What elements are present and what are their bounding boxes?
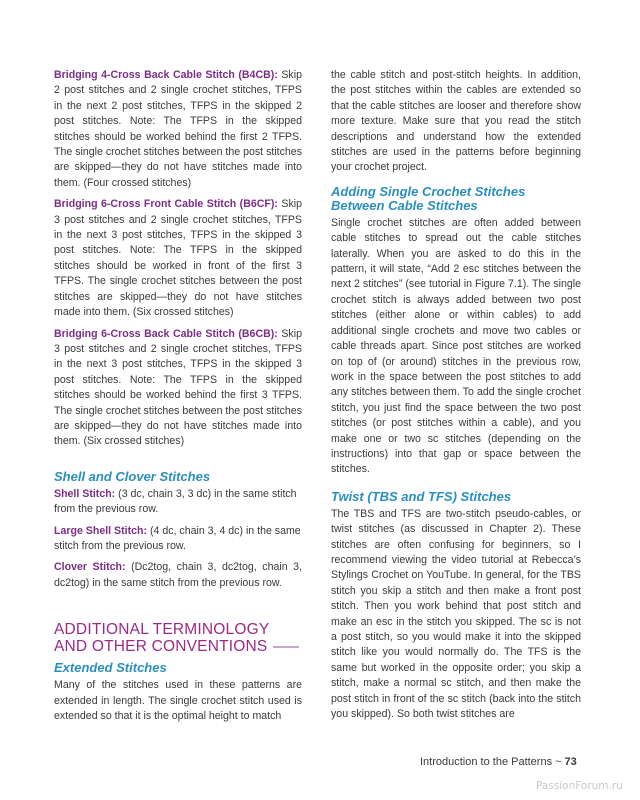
footer-section-title: Introduction to the Patterns [420, 756, 553, 768]
single-crochet-heading [331, 185, 581, 213]
sc-heading-line2: Between Cable Stitches [331, 197, 478, 213]
sc-heading-line1: Adding Single Crochet Stitches [331, 183, 526, 199]
major-heading [54, 621, 302, 655]
b4cb-entry [54, 68, 302, 191]
b6cf-body: Skip 3 post stitches and 2 single crochet stitches, TFPS in the next 3 post stitches, TFPS in the skipped 3 post stitches. Note: The TFPS in the skipped stitches should be worked in front of the first 3 TFPS. The single crochet stitches between the post stitches are skipped—they do not have stitches made into them. (Six crossed stitches) [54, 198, 302, 319]
watermark: PassionForum.ru [536, 780, 623, 792]
shell-term: Shell Stitch: [54, 487, 116, 500]
right-column [331, 68, 581, 728]
major-heading-line2: AND OTHER CONVENTIONS [54, 638, 268, 656]
b6cb-term: Bridging 6-Cross Back Cable Stitch (B6CB): [54, 327, 278, 340]
clover-term: Clover Stitch: [54, 561, 126, 574]
single-crochet-paragraph: Single crochet stitches are often added between cable stitches to spread out the cable stitches laterally. When you are asked to do this in the pattern, it will state, “Add 2 esc stitches between the next 2 stitches” (see tutorial in Figure 7.1). The single crochet stitch is always added between two post stitches (either alone or within cables) to add additional single crochets and move two cables or cable threads apart. Since post stitches are worked on top of (or around) stitches in the previous row, work in the space between the post stitches to add any stitches between them. To add the single crochet stitch, you just find the space between the two post stitches (or post stitches within a cable), and you make one or two sc stitches (depending on the instructions) into that gap or space between the stitches. [331, 216, 581, 476]
large-shell-body: (4 dc, chain 3, 4 dc) in the same stitch from the previous row. [54, 524, 301, 552]
b6cb-entry [54, 327, 302, 450]
extended-stitches-heading: Extended Stitches [54, 660, 167, 676]
page-number: 73 [564, 756, 577, 768]
b4cb-body: Skip 2 post stitches and 2 single crochet stitches, TFPS in the next 2 post stitches, TFPS in the skipped 2 post stitches. Note: The TFPS in the skipped stitches should be worked behind the first 2 TFPS. The single crochet stitches between the post stitches are skipped—they do not have stitches made into them. (Four crossed stitches) [54, 69, 302, 189]
large-shell-entry [54, 524, 302, 555]
extended-paragraph: Many of the stitches used in these patterns are extended in length. The single crochet stitch used is extended so that it is the optimal height to match [54, 679, 302, 722]
clover-body: (Dc2tog, chain 3, dc2tog, chain 3, dc2tog) in the same stitch from the previous row. [54, 561, 302, 589]
page-footer [420, 756, 577, 768]
intro-paragraph: the cable stitch and post-stitch heights. In addition, the post stitches within the cables are extended so that the cable stitches are looser and therefore show more texture. Make sure that you read the stitch descriptions and understand how the extended stitches are used in the patterns before beginning your crochet project. [331, 69, 581, 174]
footer-separator: ~ [555, 756, 562, 768]
b4cb-term: Bridging 4-Cross Back Cable Stitch (B4CB): [54, 69, 278, 81]
heading-rule [273, 646, 299, 648]
b6cb-body: Skip 3 post stitches and 2 single crochet stitches, TFPS in the next 3 post stitches, TFPS in the skipped 3 post stitches. Note: The TFPS in the skipped stitches should be worked behind the first 3 TFPS. The single crochet stitches between the post stitches are skipped—they do not have stitches made into them. (Six crossed stitches) [54, 327, 302, 448]
b6cf-term: Bridging 6-Cross Front Cable Stitch (B6CF): [54, 198, 278, 211]
twist-paragraph: The TBS and TFS are two-stitch pseudo-cables, or twist stitches (as discussed in Chapter 2). These stitches are often confusing for beginners, so I recommend viewing the video tutorial at Rebecca’s Stylings Crochet on YouTube. In general, for the TBS stitch you skip a stitch and then make a front post stitch. Then you work behind that post stitch and make an esc in the stitch you skipped. The sc is not a post stitch, so you would make it into the skipped stitch like you would normally do. The TFS is the same but worked in the opposite order; you skip a stitch, make a normal sc stitch, and then make the post stitch in front of the sc stitch (back into the stitch you skipped). So both twist stitches are [331, 507, 581, 721]
left-column [54, 68, 302, 730]
shell-entry [54, 487, 302, 518]
shell-body: (3 dc, chain 3, 3 dc) in the same stitch from the previous row. [54, 487, 297, 516]
clover-entry [54, 560, 302, 591]
b6cf-entry [54, 197, 302, 320]
major-heading-line1: ADDITIONAL TERMINOLOGY [54, 621, 270, 639]
twist-stitches-heading: Twist (TBS and TFS) Stitches [331, 488, 512, 504]
shell-clover-heading: Shell and Clover Stitches [54, 468, 211, 484]
large-shell-term: Large Shell Stitch: [54, 524, 148, 537]
